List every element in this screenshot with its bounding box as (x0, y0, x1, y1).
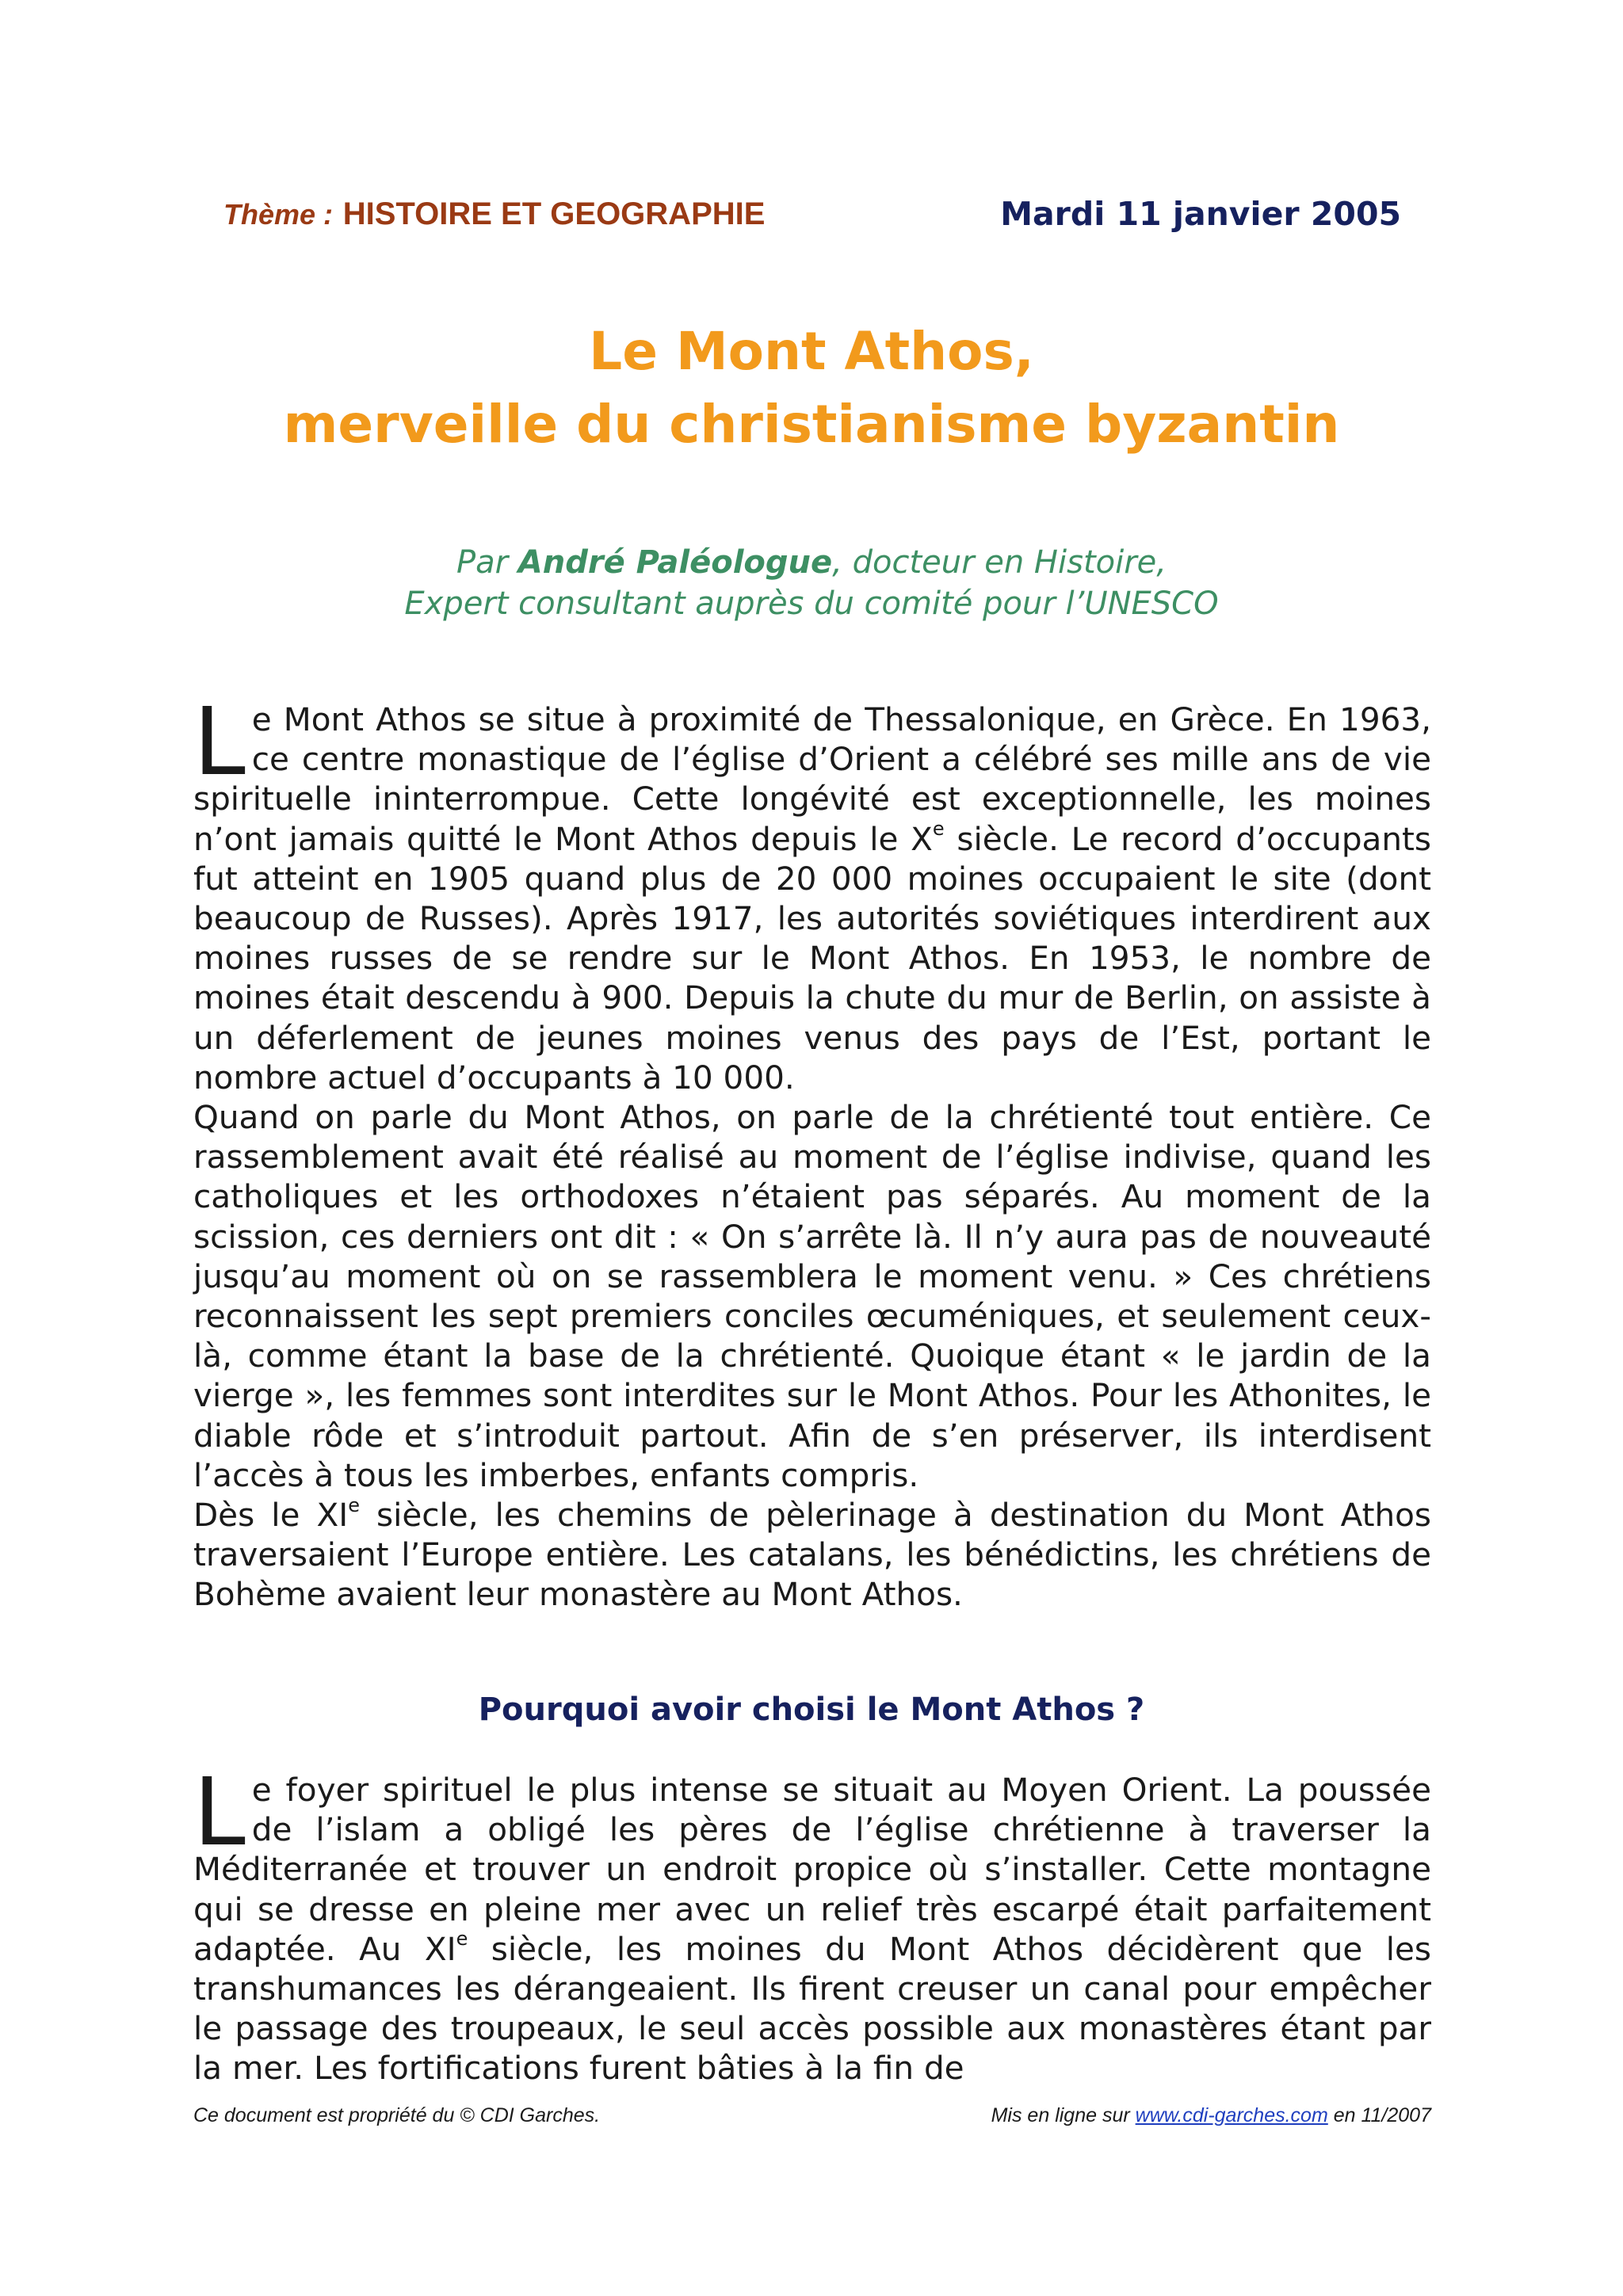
paragraph-1 (193, 687, 1432, 1097)
title-line-1: Le Mont Athos, (589, 321, 1034, 382)
superscript: e (456, 1928, 468, 1951)
byline-line-1 (0, 542, 1623, 583)
page-header (223, 193, 1401, 235)
document-date: Mardi 11 janvier 2005 (1000, 195, 1401, 233)
paragraph-4 (193, 1757, 1431, 2088)
theme-value: HISTOIRE ET GEOGRAPHIE (342, 196, 766, 231)
paragraph-text: e Mont Athos se situe à proximité de Thessalonique, en Grèce. En 1963, ce centre monastique de l’église d’Orient a célébré ses mille ans de vie spirituelle ininterrompue. Cette longévité est exceptionnelle, les moines n’ont jamais quitté le Mont Athos depuis le X (193, 700, 1431, 858)
byline-prefix: Par (456, 544, 509, 581)
page-title (0, 315, 1623, 461)
section-why-athos (193, 1757, 1431, 2088)
footer-suffix: en 11/2007 (1327, 2104, 1431, 2126)
paragraph-text: siècle, les moines du Mont Athos décidèrent que les transhumances les dérangeaient. Ils firent creuser un canal pour empêcher le passage des troupeaux, le seul accès possible aux monastères étant par la mer. Les fortifications furent bâties à la fin de (193, 1929, 1431, 2088)
footer-copyright: Ce document est propriété du © CDI Garches. (193, 2104, 601, 2126)
author-name: André Paléologue (517, 544, 833, 581)
section-intro (193, 687, 1432, 1615)
drop-cap: L (193, 687, 246, 796)
paragraph-3 (193, 1495, 1431, 1615)
section-heading: Pourquoi avoir choisi le Mont Athos ? (478, 1691, 1145, 1728)
byline (0, 542, 1623, 624)
theme-label: Thème : (223, 198, 334, 231)
paragraph-text: e foyer spirituel le plus intense se situait au Moyen Orient. La poussée de l’islam a obligé les pères de l’église chrétienne à traverser la Méditerranée et trouver un endroit propice où s’installer. Cette montagne qui se dresse en pleine mer avec un relief très escarpé était parfaitement adaptée. Au XI (193, 1771, 1431, 1968)
superscript: e (348, 1493, 360, 1516)
drop-cap: L (193, 1757, 246, 1867)
footer-prefix: Mis en ligne sur (991, 2104, 1136, 2126)
page-footer (193, 2103, 1431, 2128)
site-link[interactable]: www.cdi-garches.com (1135, 2104, 1328, 2126)
author-role: , docteur en Histoire, (832, 544, 1167, 581)
paragraph-2: Quand on parle du Mont Athos, on parle de la chrétienté tout entière. Ce rassemblement avait été réalisé au moment de l’église indivise, quand les catholiques et les orthodoxes n’étaient pas séparés. Au moment de la scission, ces derniers ont dit : « On s’arrête là. Il n’y aura pas de nouveauté jusqu’au moment où on se rassemblera le moment venu. » Ces chrétiens reconnaissent les sept premiers conciles œcuméniques, et seulement ceux-là, comme étant la base de la chrétienté. Quoique étant « le jardin de la vierge », les femmes sont interdites sur le Mont Athos. Pour les Athonites, le diable rôde et s’introduit partout. Afin de s’en préserver, ils interdisent l’accès à tous les imberbes, enfants compris. (193, 1098, 1431, 1494)
footer-publication (991, 2103, 1431, 2128)
byline-line-2: Expert consultant auprès du comité pour l’UNESCO (404, 585, 1219, 622)
paragraph-text: Dès le XI (193, 1496, 349, 1535)
paragraph-text: siècle. Le record d’occupants fut atteint en 1905 quand plus de 20 000 moines occupaient le site (dont beaucoup de Russes). Après 1917, les autorités soviétiques interdirent aux moines russes de se rendre sur le Mont Athos. En 1953, le nombre de moines était descendu à 900. Depuis la chute du mur de Berlin, on assiste à un déferlement de jeunes moines venus des pays de l’Est, portant le nombre actuel d’occupants à 10 000. (193, 819, 1432, 1097)
paragraph-text: siècle, les chemins de pèlerinage à destination du Mont Athos traversaient l’Europe entière. Les catalans, les bénédictins, les chrétiens de Bohème avaient leur monastère au Mont Athos. (193, 1496, 1431, 1614)
superscript: e (932, 818, 945, 841)
title-line-2: merveille du christianisme byzantin (283, 394, 1340, 455)
